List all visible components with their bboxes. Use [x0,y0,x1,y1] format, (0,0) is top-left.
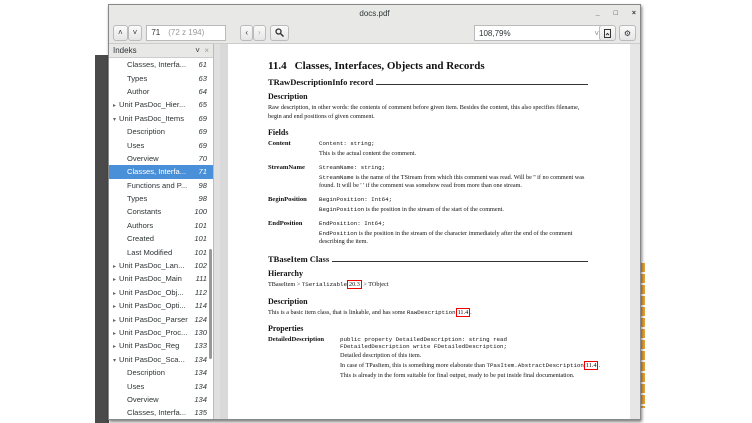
index-item-label: Unit PasDoc_Obj... [119,287,184,297]
sidebar-dropdown[interactable]: ˅ [195,46,200,55]
index-item-page: 112 [194,287,207,297]
expander-icon[interactable]: ▸ [113,331,117,337]
index-item[interactable] [109,205,213,218]
bookmark-icon [604,29,611,38]
index-item-label: Description [127,127,165,137]
expander-icon[interactable]: ▸ [113,290,117,297]
index-item-label: Uses [127,381,145,391]
maximize-button[interactable]: □ [613,10,618,17]
index-tree [109,58,213,419]
search-icon [275,28,284,37]
index-item[interactable] [109,339,213,352]
index-item-page: 130 [194,328,207,337]
index-item-page: 98 [198,194,207,204]
class-description-heading: Description [268,296,308,306]
index-item-page: 111 [195,274,207,284]
field-row [268,140,630,160]
index-item[interactable] [109,192,213,205]
sidebar-header [109,44,213,58]
field-name: EndPosition [268,220,303,227]
field-name: BeginPosition [268,196,307,203]
index-item[interactable] [109,393,213,406]
link-20-3[interactable]: 20.3 [348,281,360,288]
field-decl: BeginPosition: Int64; [319,196,393,203]
index-item-label: Description [127,368,165,378]
property-decl-1: public property DetailedDescription: string read [340,336,507,343]
window-title: docs.pdf [359,9,390,18]
document-view [220,44,640,419]
expander-icon[interactable]: ▸ [113,304,117,311]
index-item-label: Created [127,234,155,244]
index-item[interactable] [109,259,213,272]
background-window [95,55,109,423]
bookmark-button[interactable] [599,25,616,41]
index-item-label: Unit PasDoc_Opti... [119,301,186,311]
chevron-down-icon: ˅ [594,28,599,38]
index-item-page: 135 [194,408,207,418]
index-item-page: 134 [194,368,207,378]
index-item-label: Classes, Interfa... [127,408,187,418]
index-item-page: 69 [198,140,207,150]
sidebar-scrollbar[interactable] [209,249,212,359]
minimize-button[interactable]: _ [595,10,600,17]
index-item[interactable] [109,85,213,98]
index-item-page: 101 [194,220,207,230]
zoom-value: 108,79% [479,28,511,38]
next-page-button[interactable]: ˅ [128,25,143,41]
field-desc: is the position in the stream of the character immediately after the end of the comment describing the item. [319,230,573,245]
field-text [319,174,586,190]
section-number: 11.4 [268,60,287,72]
sidebar-title: Indeks [113,46,137,55]
settings-button[interactable] [619,25,636,41]
index-item[interactable] [109,125,213,138]
property-text-end: . [598,362,601,369]
index-item[interactable] [109,353,213,366]
index-item-page: 69 [198,113,207,123]
expander-icon[interactable]: ▸ [113,264,117,271]
zoom-select[interactable] [474,25,604,41]
field-code: StreamName [319,174,354,181]
index-item-label: Types [127,73,148,83]
page-number-input[interactable] [146,25,226,41]
field-name: Content [268,140,291,147]
page-number: 71 [151,28,161,37]
forward-button[interactable]: › [253,25,266,41]
field-row [268,164,630,192]
index-item[interactable] [109,138,213,151]
property-text-1: Detailed description of this item. [340,352,422,359]
index-item[interactable] [109,98,213,111]
expander-icon[interactable]: ▾ [113,116,117,123]
index-item-page: 114 [194,301,207,311]
property-code: TPasItem.AbstractDescription [486,362,584,369]
back-button[interactable]: ‹ [240,25,253,41]
index-item-page: 101 [194,247,207,257]
description-text: Raw description, in other words: the contents of comment before given item. Besides the content, this also specifies filename, begin and end positions of given comment. [268,104,580,120]
class-desc-end: . [470,308,472,316]
field-text [319,230,586,246]
properties-heading: Properties [268,324,304,333]
index-item[interactable] [109,232,213,245]
fields-heading: Fields [268,128,289,137]
index-item-page: 70 [198,153,207,163]
field-desc: is the position in the stream of the start of the comment. [364,206,504,213]
index-item-page: 64 [198,86,207,96]
field-name: StreamName [268,164,305,171]
index-item-label: Classes, Interfa... [127,167,187,177]
index-item-label: Unit PasDoc_Parser [119,314,188,324]
property-name: DetailedDescription [268,336,325,343]
hierarchy-parent: TSerializable [301,281,347,288]
sidebar-close-button[interactable]: × [204,46,209,55]
field-code: EndPosition [319,230,358,237]
index-item-page: 100 [194,207,207,217]
hierarchy-heading: Hierarchy [268,269,303,278]
index-item[interactable] [109,379,213,392]
index-item-page: 102 [194,261,207,271]
title-bar [109,5,640,22]
hierarchy-text [268,281,586,290]
field-text [319,150,586,158]
index-item[interactable] [109,165,213,178]
index-item-label: Unit PasDoc_Main [119,274,182,284]
field-desc: is the name of the TStream from which this comment was read. Will be '' if no comment was found. It will be ' ' if the comment was somehow read from more than one stream. [319,174,585,189]
toolbar [109,22,640,44]
pdf-viewer-window [108,4,641,420]
index-item-label: Classes, Interfa... [127,60,187,70]
index-item-page: 69 [198,127,207,137]
index-item-label: Functions and P... [127,180,188,190]
hierarchy-start: TBaseItem > [268,281,302,288]
index-item[interactable] [109,406,213,419]
property-row [268,336,630,382]
index-item-label: Last Modified [127,247,173,257]
index-item-label: Unit PasDoc_Lan... [119,261,185,271]
index-item-page: 133 [194,341,207,351]
index-item[interactable] [109,112,213,125]
field-row [268,220,630,248]
index-item-page: 65 [198,100,207,110]
index-item[interactable] [109,272,213,285]
index-item-page: 98 [198,180,207,190]
expander-icon[interactable]: ▸ [113,103,117,110]
expander-icon[interactable]: ▸ [113,344,117,351]
hierarchy-end: > TObject [361,281,389,288]
index-item-page: 134 [194,381,207,391]
index-item[interactable] [109,245,213,258]
index-item-label: Types [127,194,148,204]
index-item-label: Unit PasDoc_Hier... [119,100,186,110]
property-decl-2: FDetailedDescription write FDetailedDescription; [340,343,507,350]
index-item-page: 134 [194,354,207,364]
index-item[interactable] [109,179,213,192]
field-decl: Content: string; [319,140,375,147]
index-item-label: Authors [127,220,154,230]
index-item[interactable] [109,58,213,71]
field-row [268,196,630,216]
index-item[interactable] [109,366,213,379]
gear-icon: ⚙ [623,28,631,38]
sidebar-index [109,44,214,419]
index-item-label: Overview [127,153,159,163]
field-decl: EndPosition: Int64; [319,220,386,227]
index-item-page: 71 [198,167,207,177]
property-text-2a: In case of TPasItem, this is something more elaborate than [340,362,487,369]
document-scrollbar[interactable] [630,44,640,419]
index-item-page: 101 [194,234,207,244]
field-decl: StreamName: string; [319,164,386,171]
search-button[interactable] [270,25,289,41]
record-title: TRawDescriptionInfo record [268,77,374,87]
index-item-page: 63 [198,73,207,83]
record-heading [268,77,588,87]
index-item-page: 61 [198,60,207,70]
index-item-label: Unit PasDoc_Items [119,113,185,123]
class-description-text [268,309,586,318]
field-text [319,206,586,214]
field-desc: This is the actual content the comment. [319,150,417,157]
class-desc-code: RawDescription [406,308,456,316]
class-title: TBaseItem Class [268,254,330,264]
index-item[interactable] [109,299,213,312]
index-item-label: Uses [127,140,145,150]
section-title: Classes, Interfaces, Objects and Records [294,60,485,72]
class-desc-text: This is a basic item class, that is linkable, and has some [268,308,407,316]
index-item-label: Constants [127,207,162,217]
index-item[interactable] [109,326,213,339]
link-11-4[interactable]: 11.4 [457,308,469,316]
index-item-label: Overview [127,394,159,404]
previous-page-button[interactable]: ˄ [113,25,128,41]
index-item[interactable] [109,219,213,232]
index-item-page: 134 [194,394,207,404]
index-item-label: Unit PasDoc_Proc... [119,328,188,337]
expander-icon[interactable]: ▸ [113,317,117,324]
index-item-label: Unit PasDoc_Reg [119,341,180,351]
field-code: BeginPosition [319,206,365,213]
property-text-2 [340,362,602,370]
index-item[interactable] [109,152,213,165]
pdf-page [228,44,630,419]
index-item[interactable] [109,312,213,325]
page-total: (72 z 194) [168,28,205,37]
background-window-edge [641,263,645,408]
close-button[interactable]: × [631,10,636,17]
index-item[interactable] [109,286,213,299]
expander-icon[interactable]: ▾ [113,357,117,364]
section-heading [268,60,630,72]
index-item-label: Author [127,86,150,96]
expander-icon[interactable]: ▸ [113,277,117,284]
description-heading: Description [268,92,308,101]
index-item-page: 124 [194,314,207,324]
link-11-4[interactable]: 11.4 [585,362,597,369]
fields-list [268,140,630,248]
property-text-3: This is already in the form suitable for final output, ready to be put inside final documentation. [340,372,575,379]
index-item-label: Unit PasDoc_Sca... [119,354,185,364]
index-item[interactable] [109,71,213,84]
class-heading [268,254,588,264]
